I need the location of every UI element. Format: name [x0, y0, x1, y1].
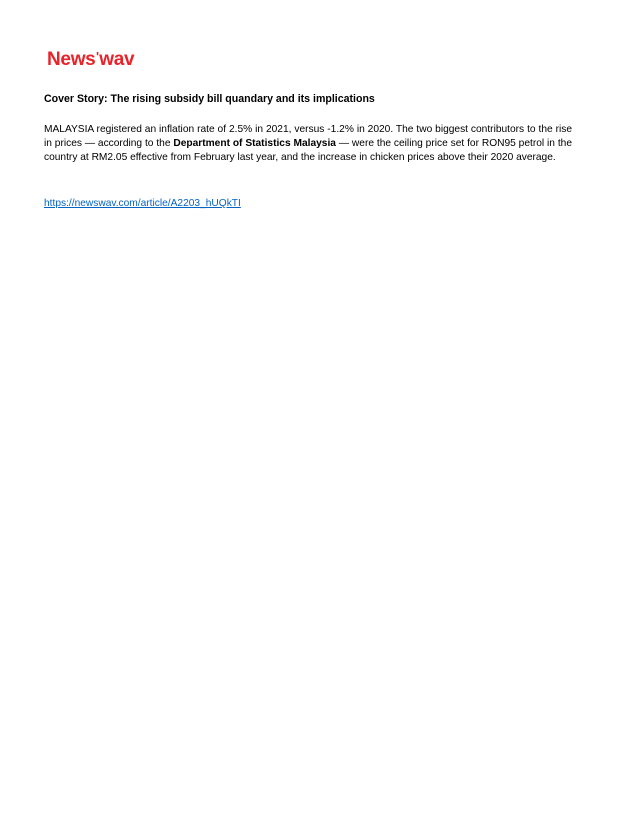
body-text-department: Department of Statistics Malaysia [173, 138, 336, 150]
logo-text-news: News [47, 49, 96, 70]
logo-text-wav: wav [99, 49, 135, 70]
article-link[interactable]: https://newswav.com/article/A2203_hUQkTI [44, 198, 241, 209]
body-text-rest: — were the ceiling price set for RON95 petrol in the country at RM2.05 effective from February last year, and the increase in chicken prices above their 2020 average. [44, 138, 572, 164]
article-body [44, 123, 572, 166]
article-title: Cover Story: The rising subsidy bill quandary and its implications [44, 93, 375, 105]
newswav-logo [47, 45, 134, 72]
logo-apostrophe: ' [95, 49, 99, 64]
body-text-intro: MALAYSIA registered an inflation rate of 2.5% in 2021, versus -1.2% in 2020. The two biggest contributors to the rise in prices — according to the [44, 124, 572, 150]
